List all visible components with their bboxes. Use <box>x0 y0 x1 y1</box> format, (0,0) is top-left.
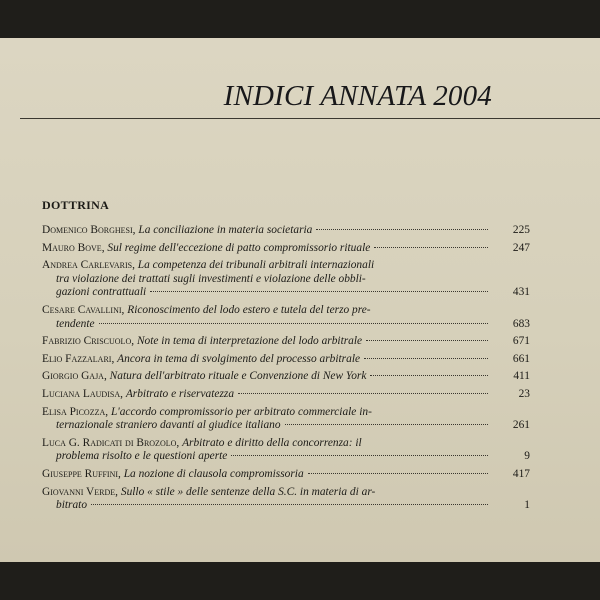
entry-author: Fabrizio Criscuolo <box>42 335 132 348</box>
entry-author: Mauro Bove <box>42 241 102 254</box>
index-entry <box>42 467 530 486</box>
title-rule <box>20 118 600 119</box>
entry-page-number: 411 <box>513 370 530 383</box>
index-entry <box>42 224 530 242</box>
dot-leader <box>370 375 488 376</box>
entry-line <box>42 259 492 273</box>
entry-line <box>42 437 492 451</box>
index-entry <box>42 436 530 468</box>
entry-line <box>42 304 492 318</box>
entry-line <box>42 352 530 367</box>
author-separator: , <box>101 241 108 254</box>
entry-title: gazioni contrattuali <box>56 286 147 299</box>
dot-leader <box>231 455 488 456</box>
entry-page-number: 431 <box>512 286 530 299</box>
entry-title: La nozione di clausola compromissoria <box>123 467 304 480</box>
dot-leader <box>374 247 488 248</box>
entry-page-number: 683 <box>512 317 530 330</box>
entry-author: Domenico Borghesi <box>42 224 133 236</box>
entry-line <box>42 406 492 420</box>
entry-line <box>42 419 530 433</box>
author-separator: , <box>132 224 139 236</box>
entry-title: Natura dell'arbitrato rituale e Convenzione di New York <box>109 370 367 383</box>
entry-title: Sul regime dell'eccezione di patto compromissorio rituale <box>107 241 371 254</box>
entry-author: Giorgio Gaja <box>42 370 104 383</box>
author-separator: , <box>120 387 126 400</box>
entry-title: L'accordo compromissorio per arbitrato commerciale in- <box>110 405 372 418</box>
entry-title: ternazionale straniero davanti al giudice italiano <box>56 419 281 432</box>
entry-page-number: 671 <box>512 335 530 348</box>
entry-author: Cesare Cavallini <box>42 303 122 316</box>
book-page <box>0 38 600 562</box>
entry-author: Elisa Picozza <box>42 405 106 418</box>
index-entry <box>42 352 530 371</box>
entry-line <box>42 286 530 300</box>
author-separator: , <box>131 335 137 348</box>
dot-leader <box>91 504 488 505</box>
entry-title: tendente <box>56 317 95 330</box>
entry-author: Luciana Laudisa <box>42 387 121 400</box>
entry-line <box>42 273 492 287</box>
entry-title: tra violazione dei trattati sugli investimenti e violazione delle obbli- <box>56 272 366 285</box>
author-separator: , <box>132 259 138 272</box>
index-entry <box>42 303 530 335</box>
entry-title: La competenza dei tribunali arbitrali internazionali <box>137 259 375 272</box>
entry-page-number: 661 <box>512 352 530 365</box>
entry-title: bitrato <box>56 499 88 512</box>
section-title: DOTTRINA <box>42 198 110 212</box>
author-separator: , <box>103 370 110 383</box>
index-entry <box>42 485 530 517</box>
entry-title: Note in tema di interpretazione del lodo arbitrale <box>136 335 363 348</box>
entry-author: Elio Fazzalari <box>42 352 112 365</box>
entry-page-number: 225 <box>512 224 530 236</box>
entry-line <box>42 387 530 402</box>
index-list <box>42 224 530 517</box>
author-separator: , <box>111 352 118 365</box>
entry-title: problema risolto e le questioni aperte <box>56 450 228 463</box>
entry-page-number: 1 <box>524 499 530 512</box>
entry-line <box>42 467 530 482</box>
entry-page-number: 261 <box>512 419 530 432</box>
entry-line <box>42 241 530 256</box>
index-entry <box>42 387 530 406</box>
entry-title: Sullo « stile » delle sentenze della S.C. in materia di ar- <box>120 485 376 498</box>
index-entry <box>42 405 530 437</box>
author-separator: , <box>115 485 121 498</box>
entry-title: Ancora in tema di svolgimento del processo arbitrale <box>117 352 361 365</box>
index-entry <box>42 241 530 260</box>
entry-author: Giovanni Verde <box>42 485 116 498</box>
dot-leader <box>308 473 488 474</box>
entry-title: Arbitrato e diritto della concorrenza: il <box>182 436 362 449</box>
author-separator: , <box>105 405 111 418</box>
author-separator: , <box>118 467 124 480</box>
index-entry <box>42 370 530 388</box>
dot-leader <box>285 424 488 425</box>
entry-author: Andrea Carlevaris <box>42 259 133 272</box>
entry-line <box>42 450 530 464</box>
dot-leader <box>150 291 488 292</box>
page-title: INDICI ANNATA 2004 <box>223 80 492 112</box>
entry-page-number: 247 <box>512 241 530 254</box>
entry-title: Arbitrato e riservatezza <box>125 387 235 400</box>
dot-leader <box>316 229 488 230</box>
entry-author: Giuseppe Ruffini <box>42 467 119 480</box>
author-separator: , <box>121 303 128 316</box>
entry-line <box>42 486 492 500</box>
entry-line <box>42 335 530 349</box>
dot-leader <box>364 358 488 359</box>
index-entry <box>42 335 530 353</box>
entry-page-number: 23 <box>518 387 530 400</box>
entry-title: Riconoscimento del lodo estero e tutela del terzo pre- <box>127 303 371 316</box>
dot-leader <box>366 340 488 341</box>
entry-page-number: 417 <box>512 467 530 480</box>
entry-line <box>42 317 530 332</box>
entry-title: La conciliazione in materia societaria <box>138 224 313 236</box>
index-entry <box>42 259 530 304</box>
entry-line <box>42 224 530 238</box>
entry-line <box>42 370 530 384</box>
author-separator: , <box>176 436 183 449</box>
entry-author: Luca G. Radicati di Brozolo <box>42 436 177 449</box>
entry-page-number: 9 <box>524 450 530 463</box>
dot-leader <box>99 323 488 324</box>
entry-line <box>42 499 530 513</box>
dot-leader <box>238 393 488 394</box>
